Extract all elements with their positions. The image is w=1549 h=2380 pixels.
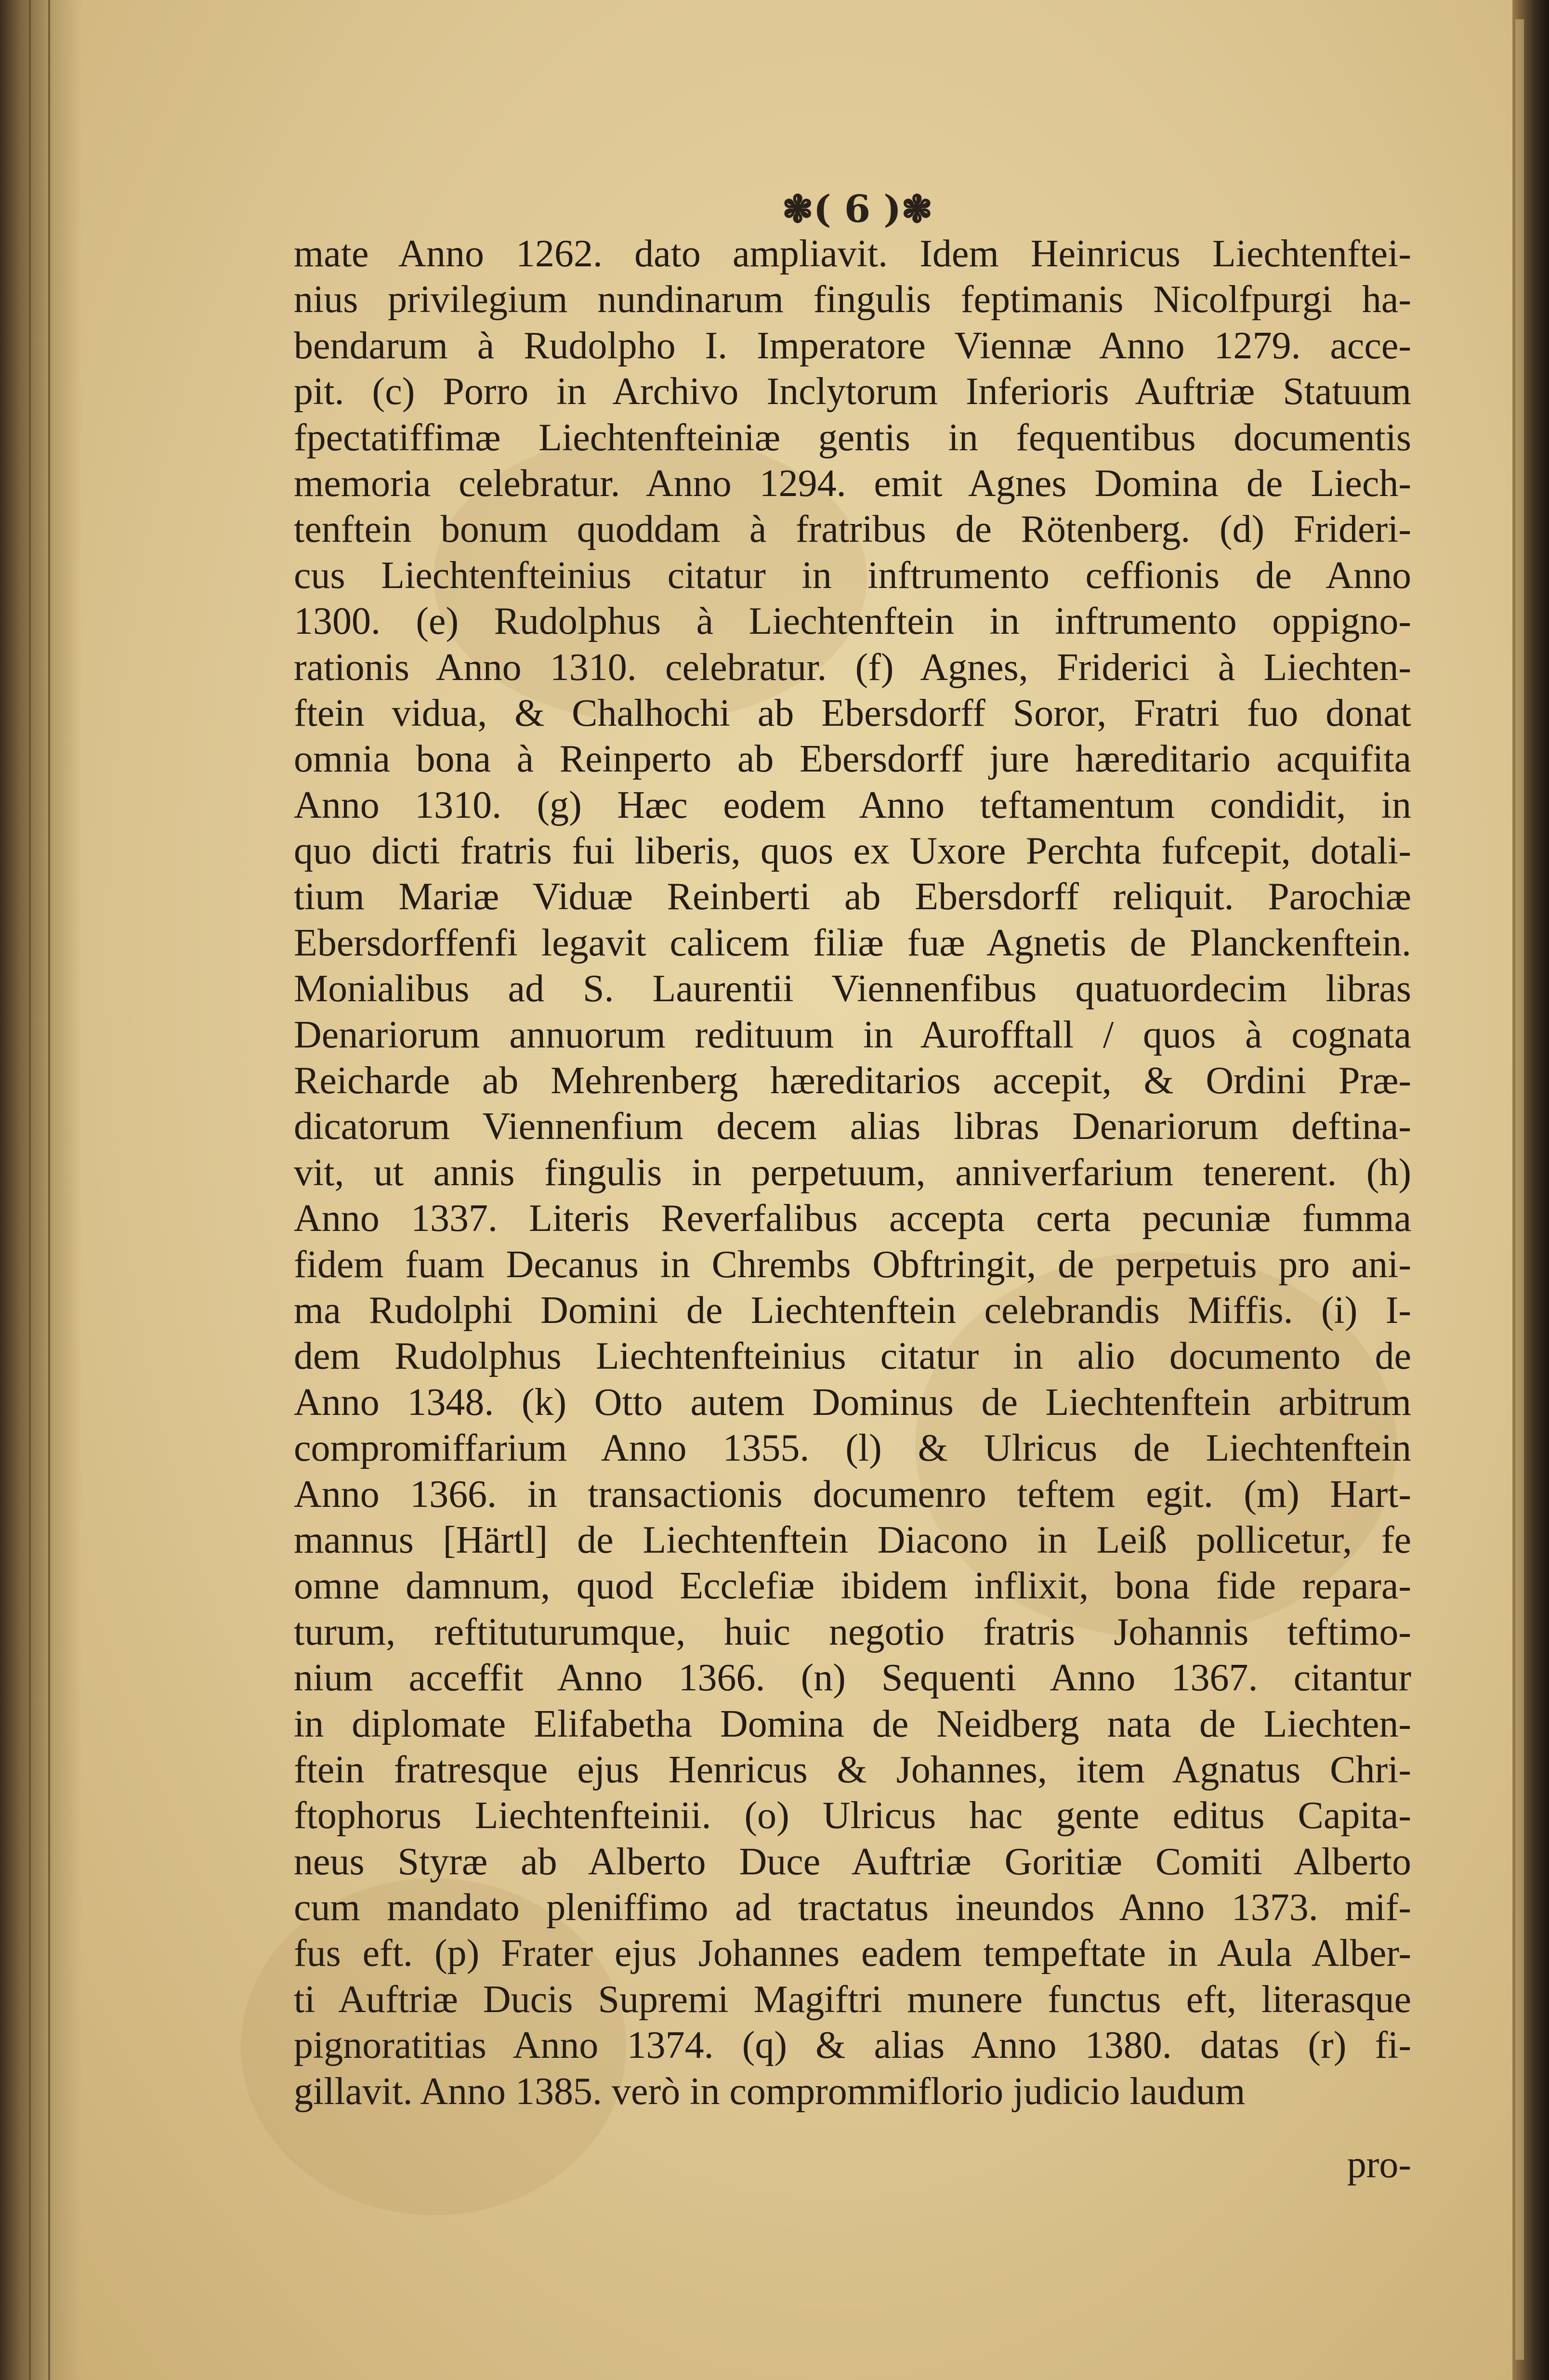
text-line: Anno 1366. in transactionis documenro teftem egit. (m) Hart- bbox=[294, 1473, 1411, 1516]
text-line: omnia bona à Reinperto ab Ebersdorff jure hæreditario acquifita bbox=[294, 738, 1411, 781]
text-line: pit. (c) Porro in Archivo Inclytorum Inferioris Auftriæ Statuum bbox=[294, 370, 1411, 413]
text-line: 1300. (e) Rudolphus à Liechtenftein in inftrumento oppigno- bbox=[294, 600, 1411, 643]
text-line: Anno 1348. (k) Otto autem Dominus de Liechtenftein arbitrum bbox=[294, 1381, 1411, 1424]
text-line: gillavit. Anno 1385. verò in comprommiflorio judicio laudum bbox=[294, 2070, 1246, 2113]
text-line: memoria celebratur. Anno 1294. emit Agnes Domina de Liech- bbox=[294, 462, 1411, 505]
text-line: mate Anno 1262. dato ampliavit. Idem Heinricus Liechtenftei- bbox=[294, 233, 1411, 275]
text-line: Anno 1310. (g) Hæc eodem Anno teftamentum condidit, in bbox=[294, 784, 1411, 826]
text-line: ftein fratresque ejus Henricus & Johannes, item Agnatus Chri- bbox=[294, 1748, 1411, 1791]
text-line: Denariorum annuorum redituum in Aurofftall / quos à cognata bbox=[294, 1013, 1411, 1056]
text-line: omne damnum, quod Ecclefiæ ibidem inflixit, bona fide repara- bbox=[294, 1565, 1411, 1608]
gutter-line bbox=[29, 0, 31, 2380]
text-line: ma Rudolphi Domini de Liechtenftein celebrandis Miffis. (i) I- bbox=[294, 1289, 1411, 1332]
text-line: fpectatiffimæ Liechtenfteiniæ gentis in fequentibus documentis bbox=[294, 416, 1411, 459]
text-line: ftophorus Liechtenfteinii. (o) Ulricus hac gente editus Capita- bbox=[294, 1794, 1411, 1837]
text-line: cum mandato pleniffimo ad tractatus ineundos Anno 1373. mif- bbox=[294, 1886, 1411, 1929]
text-line: dicatorum Viennenfium decem alias libras Denariorum deftina- bbox=[294, 1105, 1411, 1148]
text-line: tium Mariæ Viduæ Reinberti ab Ebersdorff reliquit. Parochiæ bbox=[294, 876, 1411, 918]
main-text-block bbox=[294, 231, 1411, 2115]
text-line: mannus [Härtl] de Liechtenftein Diacono in Leiß pollicetur, fe bbox=[294, 1518, 1411, 1561]
gutter-line bbox=[48, 0, 50, 2380]
text-line: compromiffarium Anno 1355. (l) & Ulricus de Liechtenftein bbox=[294, 1427, 1411, 1470]
text-line: cus Liechtenfteinius citatur in inftrumento ceffionis de Anno bbox=[294, 554, 1411, 597]
text-line: rationis Anno 1310. celebratur. (f) Agnes, Friderici à Liechten- bbox=[294, 646, 1411, 689]
text-line: nius privilegium nundinarum fingulis feptimanis Nicolfpurgi ha- bbox=[294, 278, 1411, 321]
text-line: Anno 1337. Literis Reverfalibus accepta certa pecuniæ fumma bbox=[294, 1197, 1411, 1240]
text-line: tenftein bonum quoddam à fratribus de Rötenberg. (d) Frideri- bbox=[294, 508, 1411, 551]
text-line: quo dicti fratris fui liberis, quos ex Uxore Perchta fufcepit, dotali- bbox=[294, 830, 1411, 873]
text-line: dem Rudolphus Liechtenfteinius citatur in alio documento de bbox=[294, 1335, 1411, 1378]
text-line: turum, reftituturumque, huic negotio fratris Johannis teftimo- bbox=[294, 1610, 1411, 1653]
page-number-header: ❃( 6 )❃ bbox=[782, 187, 933, 231]
text-line: Reicharde ab Mehrenberg hæreditarios accepit, & Ordini Præ- bbox=[294, 1059, 1411, 1102]
text-line: neus Styræ ab Alberto Duce Auftriæ Goritiæ Comiti Alberto bbox=[294, 1840, 1411, 1883]
text-line: ftein vidua, & Chalhochi ab Ebersdorff Soror, Fratri fuo donat bbox=[294, 692, 1411, 734]
text-line: fus eft. (p) Frater ejus Johannes eadem tempeftate in Aula Alber- bbox=[294, 1932, 1411, 1975]
text-line: pignoratitias Anno 1374. (q) & alias Anno 1380. datas (r) fi- bbox=[294, 2024, 1411, 2067]
page-edge bbox=[1512, 0, 1549, 2380]
text-line: bendarum à Rudolpho I. Imperatore Viennæ Anno 1279. acce- bbox=[294, 324, 1411, 367]
text-line: fidem fuam Decanus in Chrembs Obftringit, de perpetuis pro ani- bbox=[294, 1243, 1411, 1286]
text-line: nium acceffit Anno 1366. (n) Sequenti Anno 1367. citantur bbox=[294, 1657, 1411, 1700]
binding-gutter bbox=[0, 0, 82, 2380]
text-line: Monialibus ad S. Laurentii Viennenfibus quatuordecim libras bbox=[294, 968, 1411, 1010]
text-line: vit, ut annis fingulis in perpetuum, anniverfarium tenerent. (h) bbox=[294, 1151, 1411, 1194]
catchword: pro- bbox=[1347, 2144, 1411, 2186]
text-line: ti Auftriæ Ducis Supremi Magiftri munere functus eft, literasque bbox=[294, 1978, 1411, 2021]
text-line: in diplomate Elifabetha Domina de Neidberg nata de Liechten- bbox=[294, 1702, 1411, 1745]
text-line: Ebersdorffenfi legavit calicem filiæ fuæ Agnetis de Planckenftein. bbox=[294, 921, 1411, 964]
